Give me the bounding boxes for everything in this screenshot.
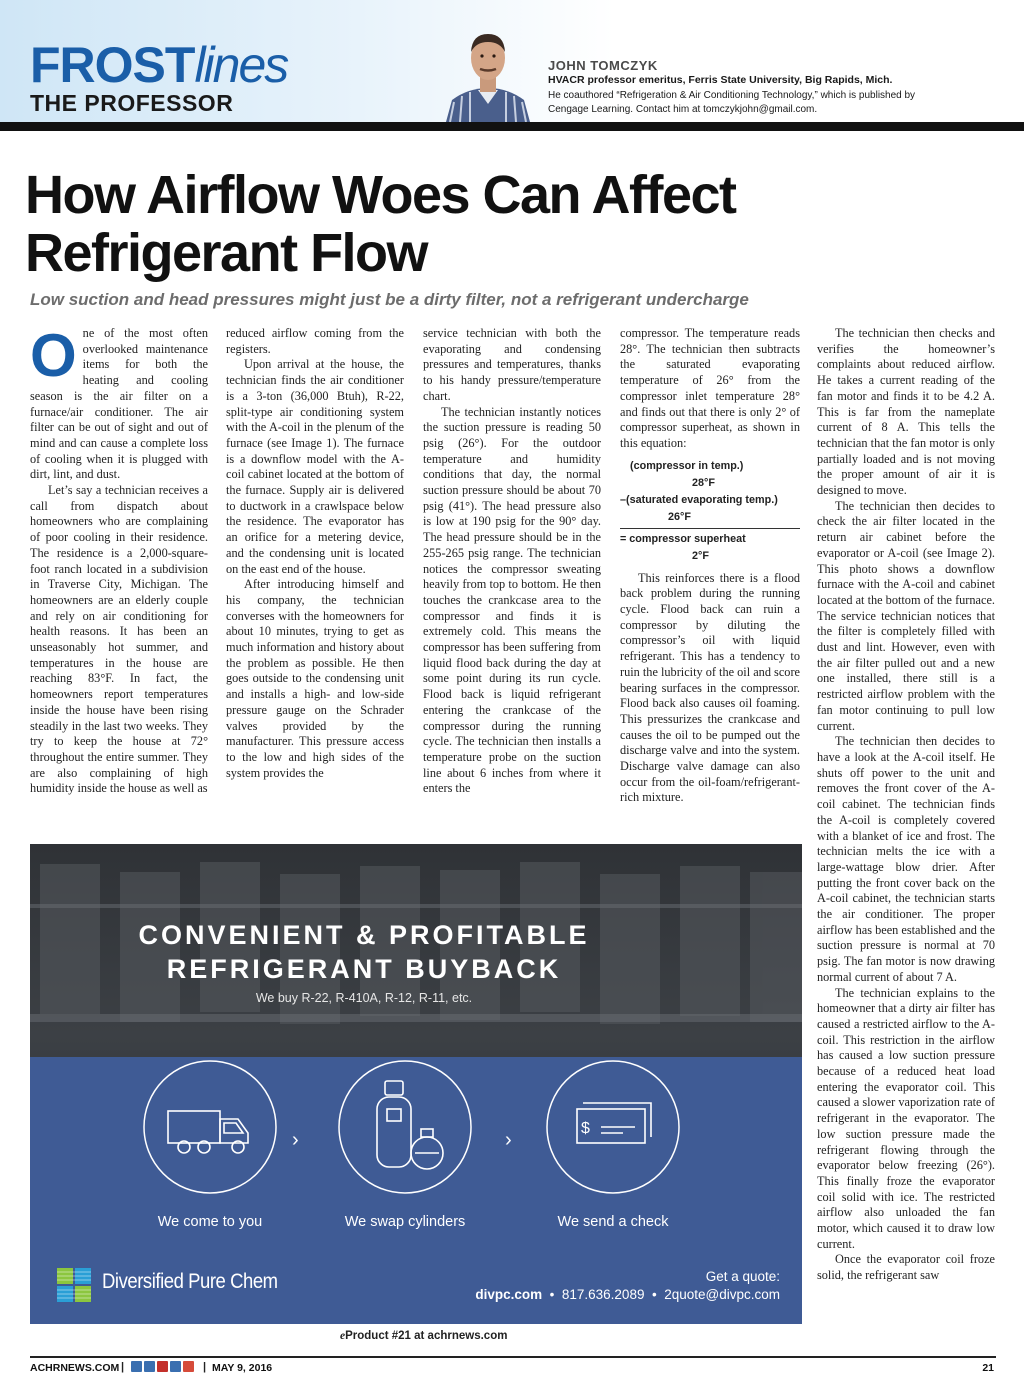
paragraph: Upon arrival at the house, the technician finds the air conditioner is a 3-ton (36,000 Btuh), R-22, split-type air conditioning system with the A-coil in the plenum of the furnace (see Image 1). The furnace is a downflow model with the A-coil cabinet located at the bottom of the furnace. Supply air is delivered to ductwork in a crawlspace below the residence. The evaporator has an orifice for a metering device, and the condensing unit is located on the east end of the house. [226, 357, 404, 576]
footer-date: MAY 9, 2016 [212, 1362, 273, 1374]
drop-cap: O [30, 322, 77, 389]
ad-headline-line: REFRIGERANT BUYBACK [166, 954, 562, 984]
logo-frost: FROST [30, 37, 195, 93]
column-1 [30, 322, 208, 797]
equation-line: (compressor in temp.) [630, 459, 744, 472]
truck-icon [140, 1057, 280, 1197]
column-2 [226, 326, 404, 781]
column-name: THE PROFESSOR [30, 90, 234, 116]
ad-step-label: We come to you [157, 1214, 263, 1230]
ad-step-label: We send a check [557, 1214, 669, 1230]
ad-eproduct-caption[interactable] [340, 1330, 507, 1342]
column-3 [423, 326, 601, 797]
superheat-equation [620, 458, 800, 565]
ad-headline-line: CONVENIENT & PROFITABLE [138, 920, 590, 950]
equation-line: –(saturated evaporating temp.) [620, 493, 778, 506]
paragraph: compressor. The temperature reads 28°. The technician then subtracts the saturated evaporating temperature of 26° from the compressor inlet temperature 28° and finds out that there is only 2° of compressor superheat, as shown in this equation: [620, 326, 800, 450]
paragraph: This reinforces there is a flood back problem during the running cycle. Flood back can ruin a compressor by diluting the compressor’s oil with liquid refrigerant. This has a tendency to ruin the lubricity of the oil and score bearing surfaces in the compressor. Flood back also causes oil foaming. This pressurizes the crankcase and causes the oil to be pumped out the discharge valve and into the system. Discharge valve damage can also occur from the oil-foam/refrigerant-rich mixture. [620, 570, 800, 805]
diversified-pure-chem-logo-icon [57, 1268, 91, 1302]
ad-email-link[interactable]: 2quote@divpc.com [664, 1287, 780, 1302]
article-subhead: Low suction and head pressures might just be a dirty filter, not a refrigerant undercharge [30, 290, 749, 309]
paragraph: reduced airflow coming from the registers. [226, 326, 404, 356]
frostlines-logo [30, 37, 288, 93]
ad-headline [30, 918, 698, 986]
equation-value: 28°F [692, 476, 715, 489]
footer-separator: | [203, 1361, 207, 1373]
header-banner [0, 0, 1024, 122]
equation-rule [620, 528, 800, 529]
ad-phone[interactable]: 817.636.2089 [561, 1287, 645, 1302]
ad-subline: We buy R-22, R-410A, R-12, R-11, etc. [255, 991, 473, 1005]
paragraph: The technician then checks and verifies the homeowner’s complaints about reduced airflow. He takes a current reading of the fan motor and finds it to be 4.2 A. This is far from the nameplate current of 8 A. This tells the technician that the fan motor is only partially loaded and is not moving the proper amount of air it is designed to move. [817, 326, 995, 498]
ad-contact-line [475, 1287, 780, 1302]
ad-website-link[interactable]: divpc.com [475, 1287, 543, 1302]
paragraph: ne of the most often overlooked maintenance items for both the heating and cooling season is the air filter on a furnace/air conditioner. The air filter can be out of sight and out of mind and can cause a complete loss of cooling when it is plugged with dirt, lint, and dust. [30, 326, 208, 482]
paragraph: The technician instantly notices the suction pressure is reading 50 psig (26°). For the outdoor temperature and humidity conditions that day, the normal suction pressure should be about 70 psig (41°). The head pressure also is low at 190 psig for the 90° day. The head pressure should be in the 255-265 psig range. The technician notices the compressor sweating heavily from top to bottom. He then touches the crankcase area to the compressor and finds it is extremely cold. This means the compressor has been suffering from liquid flood back during the day at some point during its run cycle. Flood back is liquid refrigerant entering the crankcase of the compressor during the running cycle. The technician then installs a temperature probe on the suction line about 6 inches from where it enters the [423, 404, 601, 796]
header-rule [0, 122, 1024, 131]
youtube-icon[interactable] [157, 1361, 168, 1372]
chevron-right-icon: › [292, 1129, 299, 1151]
logo-lines: lines [194, 37, 288, 93]
svg-text:$: $ [581, 1120, 590, 1137]
twitter-icon[interactable] [144, 1361, 155, 1372]
separator: • [651, 1287, 657, 1302]
linkedin-icon[interactable] [170, 1361, 181, 1372]
ad-step-label: We swap cylinders [344, 1214, 466, 1230]
check-icon [543, 1057, 683, 1197]
ad-quote-label: Get a quote: [705, 1269, 780, 1284]
cylinders-icon [335, 1057, 475, 1197]
chevron-right-icon: › [505, 1129, 512, 1151]
ad-brand-name: Diversified Pure Chem [102, 1270, 278, 1293]
author-photo [438, 22, 538, 122]
paragraph: After introducing himself and his company, the technician converses with the homeowners for about 10 minutes, trying to get as much information and history about the problem as possible. He then goes outside to the condensing unit and installs a high- and low-side pressure gauge on the Schrader valves provided by the manufacturer. This pressure access to the low and high sides of the system provides the [226, 577, 404, 780]
paragraph: service technician with both the evaporating and condensing pressures and temperatures, thanks to his handy pressure/temperature chart. [423, 326, 601, 403]
column-4 [620, 326, 800, 806]
google-plus-icon[interactable] [183, 1361, 194, 1372]
advertisement[interactable] [30, 844, 802, 1324]
author-bio: He coauthored “Refrigeration & Air Conditioning Technology,” which is published by Cengage Learning. Contact him at tomczykjohn@gmail.com. [548, 90, 916, 115]
equation-value: 2°F [692, 549, 709, 562]
equation-value: 26°F [668, 510, 691, 523]
paragraph: The technician then decides to check the air filter located in the return air cabinet before the evaporator or A-coil (see Image 2). This photo shows a downflow furnace with the A-coil and cabinet located at the bottom of the furnace. The service technician notices that the filter is completely filled with dust and lint. However, even with the air filter pulled out and a new one installed, there still is a restricted airflow problem with the fan motor continuing to pull low current. [817, 498, 995, 733]
caption-prefix: e [340, 1330, 346, 1342]
author-name: JOHN TOMCZYK [548, 58, 658, 73]
paragraph: Once the evaporator coil froze solid, the refrigerant saw [817, 1252, 995, 1283]
article-headline: How Airflow Woes Can Affect Refrigerant Flow [25, 165, 736, 283]
paragraph: Let’s say a technician receives a call from dispatch about homeowners who are complaining of poor cooling in their residence. The residence is a 2,000-square-foot ranch located in a subdivision in Traverse City, Michigan. The homeowners are an elderly couple and rely on air conditioning for health reasons. It has been an unseasonably hot summer, and temperatures in the house are reaching 83°F. In fact, the homeowners report temperatures inside the house have been rising steadily in the last two weeks. They try to keep the house at 72° throughout the entire summer. They are also complaining of high humidity inside the house as well as [30, 483, 208, 796]
footer-rule [30, 1356, 996, 1358]
page-number: 21 [982, 1362, 994, 1374]
column-5 [817, 326, 995, 1284]
caption-text: Product #21 at achrnews.com [345, 1330, 508, 1342]
author-title: HVACR professor emeritus, Ferris State University, Big Rapids, Mich. [548, 74, 893, 86]
paragraph: The technician explains to the homeowner that a dirty air filter has caused a restricted airflow to the A-coil. This restriction in the airflow has caused a low suction pressure because of a reduced heat load entering the evaporator coil. This caused a slower vaporization rate of refrigerant in the evaporator. The low suction pressure made the refrigerant flowing through the evaporator below freezing (26°). This finally froze the evaporator coil solid with ice. The restricted airflow also unloaded the fan motor, which caused it to draw low current. [817, 985, 995, 1251]
footer-separator: | [121, 1361, 125, 1373]
equation-line: = compressor superheat [620, 532, 746, 545]
separator: • [549, 1287, 555, 1302]
facebook-icon[interactable] [131, 1361, 142, 1372]
footer-social-icons [131, 1361, 194, 1373]
footer-site[interactable]: ACHRNEWS.COM [30, 1362, 120, 1374]
paragraph: The technician then decides to have a look at the A-coil itself. He shuts off power to the unit and removes the front cover of the A-coil cabinet. The technician finds the A-coil is completely covered with a blanket of ice and frost. The technician melts the ice with a large-wattage blow drier. After putting the front cover back on the A-coil cabinet, the technician starts the air conditioner. The proper airflow has been established and the suction pressure is normal at 70 psig. The fan motor is now drawing normal current of about 7 A. [817, 734, 995, 984]
